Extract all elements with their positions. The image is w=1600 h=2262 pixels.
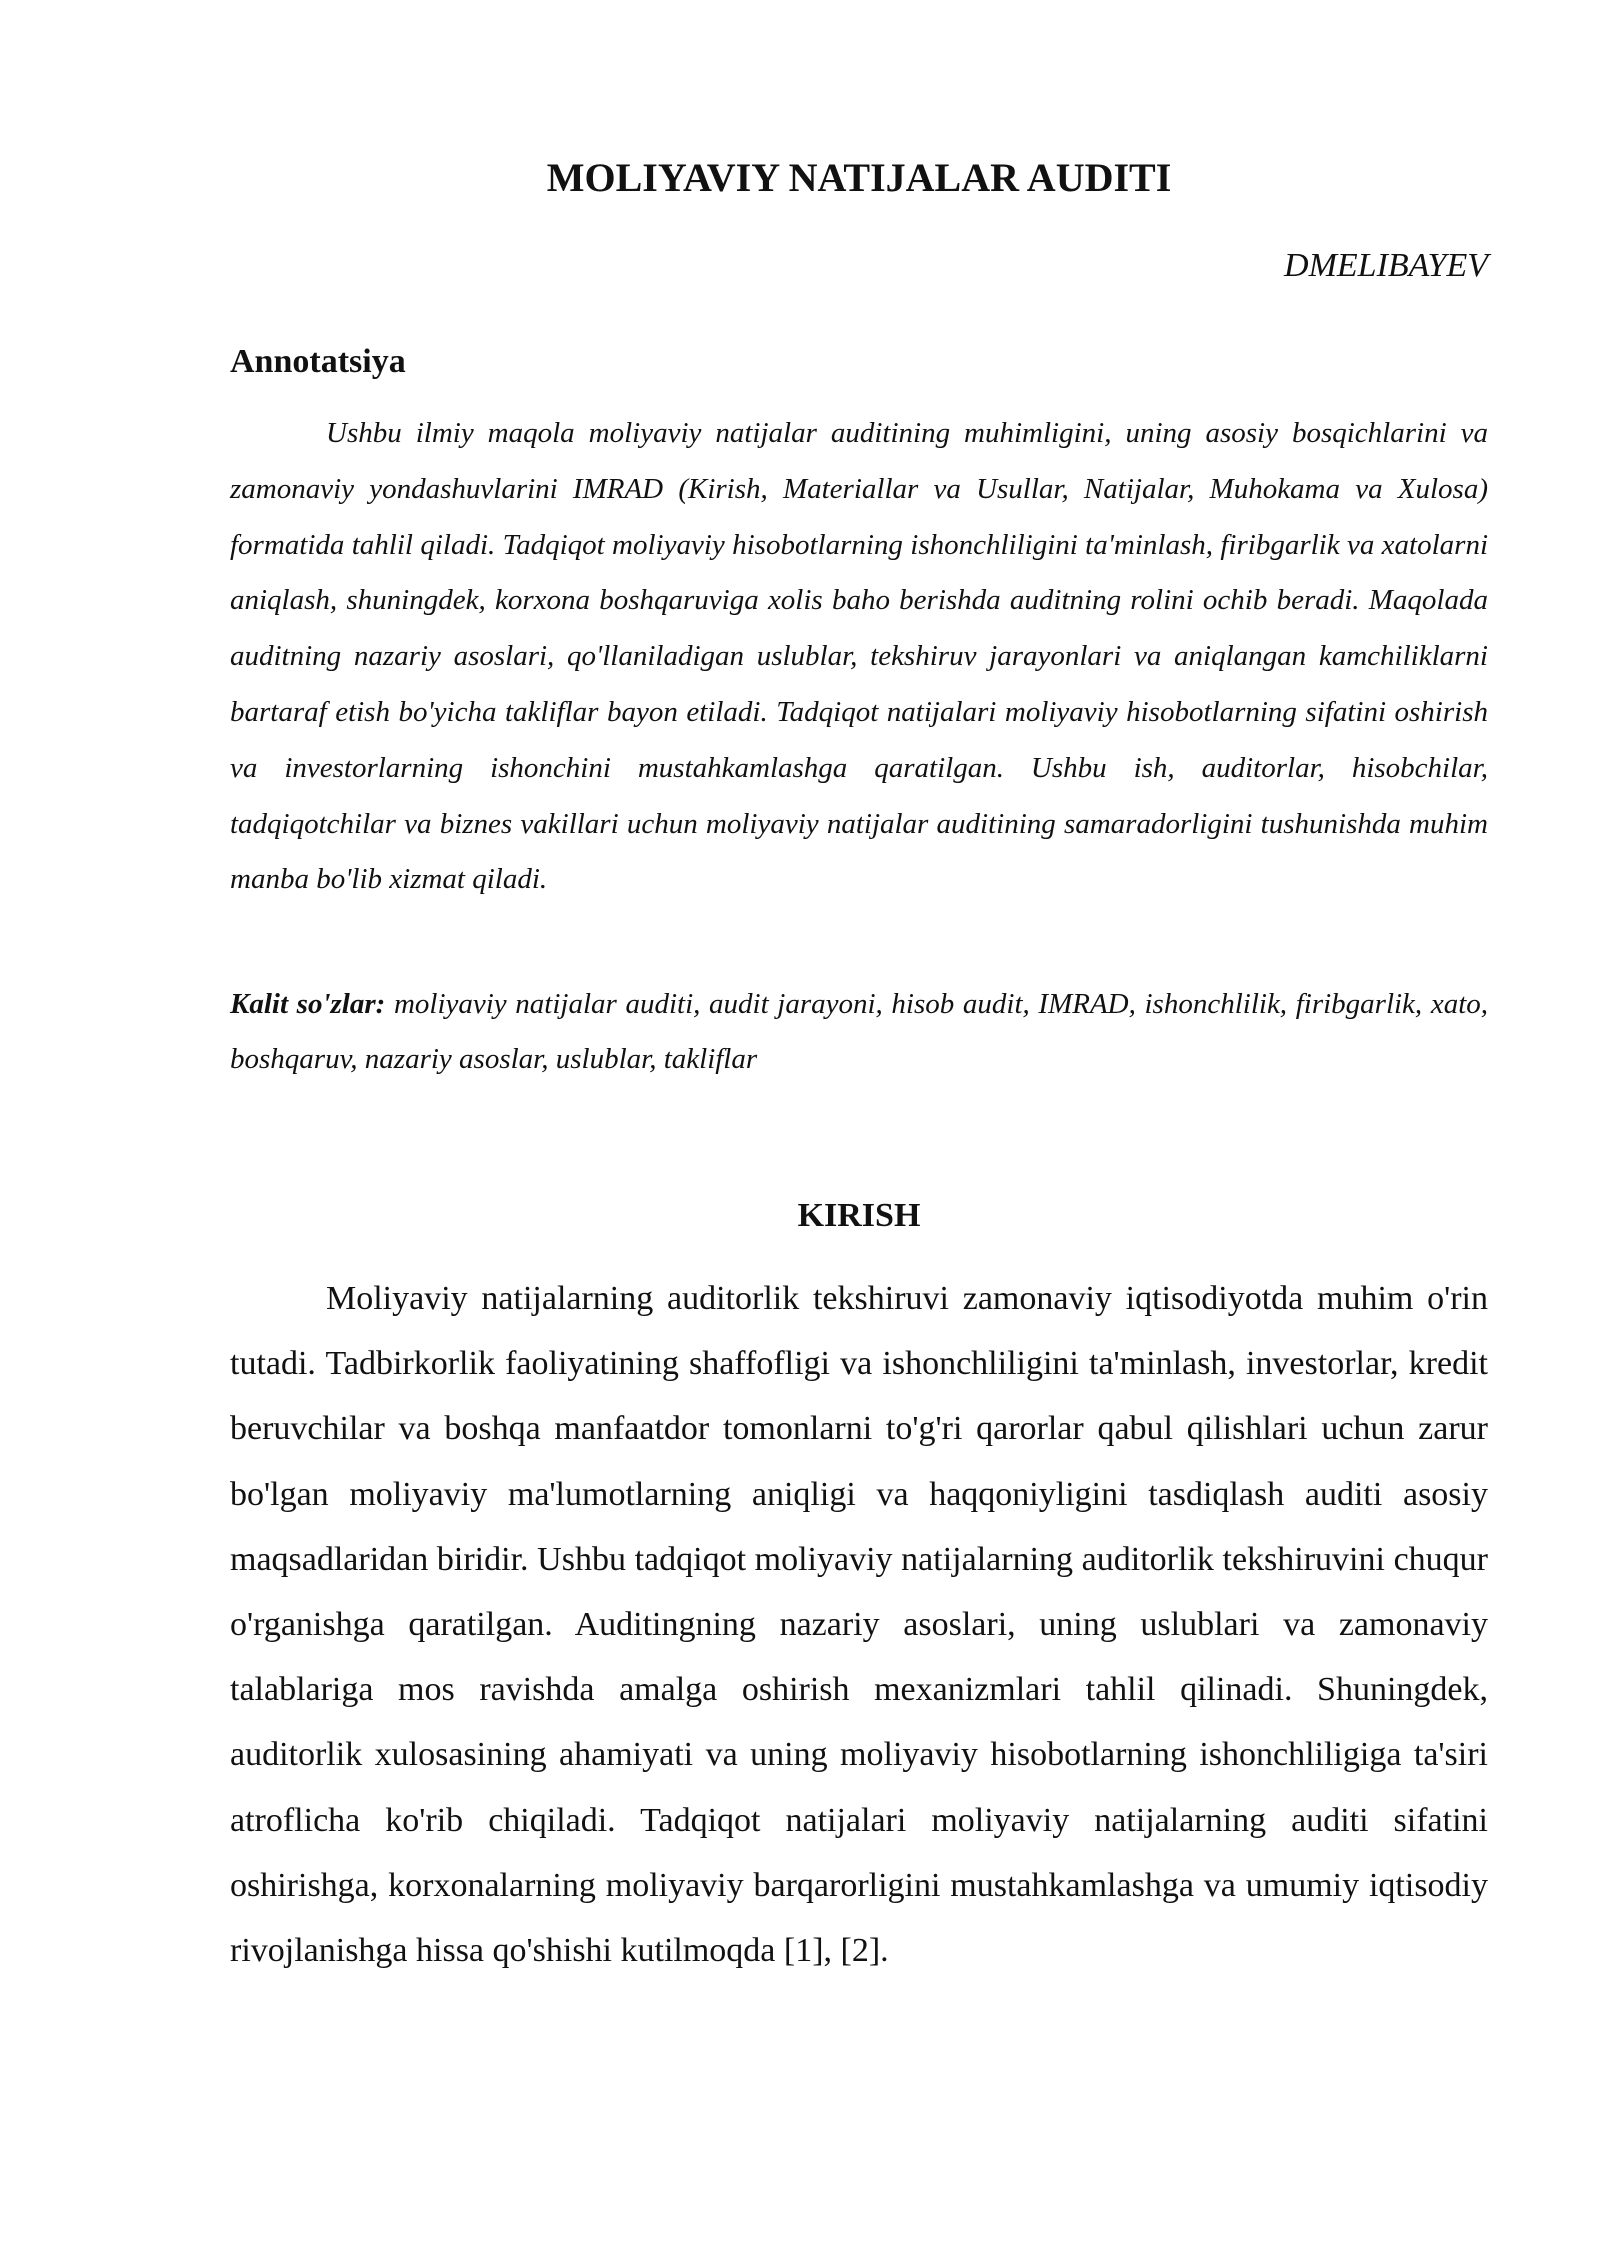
abstract-text: Ushbu ilmiy maqola moliyaviy natijalar auditining muhimligini, uning asosiy bosqichlarini va zamonaviy yondashuvlarini IMRAD (Kirish, Materiallar va Usullar, Natijalar, Muhokama va Xulosa) formatida tahlil qiladi. Tadqiqot moliyaviy hisobotlarning ishonchliligini ta'minlash, firibgarlik va xatolarni aniqlash, shuningdek, korxona boshqaruviga xolis baho berishda auditning rolini ochib beradi. Maqolada auditning nazariy asoslari, qo'llaniladigan uslublar, tekshiruv jarayonlari va aniqlangan kamchiliklarni bartaraf etish bo'yicha takliflar bayon etiladi. Tadqiqot natijalari moliyaviy hisobotlarning sifatini oshirish va investorlarning ishonchini mustahkamlashga qaratilgan. Ushbu ish, auditorlar, hisobchilar, tadqiqotchilar va biznes vakillari uchun moliyaviy natijalar auditining samaradorligini tushunishda muhim manba bo'lib xizmat qiladi. — [230, 417, 1488, 896]
author-name: DMELIBAYEV — [1284, 247, 1488, 284]
introduction-text: Moliyaviy natijalarning auditorlik tekshiruvi zamonaviy iqtisodiyotda muhim o'rin tutadi. Tadbirkorlik faoliyatining shaffofligi va ishonchliligini ta'minlash, investorlar, kredit beruvchilar va boshqa manfaatdor tomonlarni to'g'ri qarorlar qabul qilishlari uchun zarur bo'lgan moliyaviy ma'lumotlarning aniqligi va haqqoniyligini tasdiqlash auditi asosiy maqsadlaridan biridir. Ushbu tadqiqot moliyaviy natijalarning auditorlik tekshiruvini chuqur o'rganishga qaratilgan. Auditingning nazariy asoslari, uning uslublari va zamonaviy talablariga mos ravishda amalga oshirish mexanizmlari tahlil qilinadi. Shuningdek, auditorlik xulosasining ahamiyati va uning moliyaviy hisobotlarning ishonchliligiga ta'siri atroflicha ko'rib chiqiladi. Tadqiqot natijalari moliyaviy natijalarning auditi sifatini oshirishga, korxonalarning moliyaviy barqarorligini mustahkamlashga va umumiy iqtisodiy rivojlanishga hissa qo'shishi kutilmoqda [1], [2]. — [230, 1280, 1488, 1970]
keywords-label: Kalit so'zlar: — [230, 988, 386, 1020]
introduction-heading: KIRISH — [797, 1197, 921, 1234]
abstract-heading: Annotatsiya — [230, 343, 406, 380]
keywords-paragraph — [230, 977, 1488, 1087]
keywords-text: moliyaviy natijalar auditi, audit jarayoni, hisob audit, IMRAD, ishonchlilik, firibgarlik, xato, boshqaruv, nazariy asoslar, uslublar, takliflar — [230, 988, 1488, 1075]
paper-title: MOLIYAVIY NATIJALAR AUDITI — [546, 155, 1172, 200]
